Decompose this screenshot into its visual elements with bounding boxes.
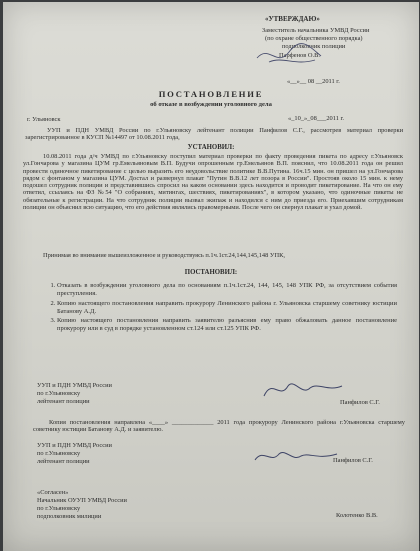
sign1-position: УУП и ПДН УМВД России [37,382,112,389]
sign2-name: Панфилов С.Г. [333,457,373,464]
document-subtitle: об отказе в возбуждении уголовного дела [150,101,272,108]
document-date: «_10_»_08___2011 г. [288,115,344,122]
resolution-item-1: 1. Отказать в возбуждении уголовного дела по основаниям п.1ч.1ст.24, 144, 145, 148 УПК РФ, за отсутствием события преступления. [57,282,397,299]
officer-signature-1 [258,374,346,404]
resolution-list [41,282,397,335]
sign3-agreed: «Согласен» [37,489,69,496]
approve-rank: подполковник полиции [282,43,346,50]
sign2-position: УУП и ПДН УМВД России [37,442,112,449]
approve-title: «УТВЕРЖДАЮ» [265,15,320,23]
document-page [3,2,419,551]
intro-paragraph: УУП и ПДН УМВД России по г.Ульяновску лейтенант полиции Панфилов С.Г., рассмотрев материал проверки зарегистрированное в КУСП №14497 от 10.08.2011 года, [25,127,403,142]
document-title: ПОСТАНОВЛЕНИЕ [158,89,264,99]
resolved-heading: ПОСТАНОВИЛ: [184,269,238,276]
approve-department: (по охране общественного порядка) [265,35,363,42]
sign3-city: по г.Ульяновску [37,505,81,512]
sign3-name: Колотенко В.В. [336,512,378,519]
sign1-name: Панфилов С.Г. [340,399,380,406]
approve-name: Парфенов О.В. [279,52,320,59]
copy-note: Копия постановления направлена «____» _____________ 2011 года прокурору Ленинского района г.Ульяновска старшему советнику юстиции Батанову А.Д. и заявителю. [33,419,405,434]
resolution-item-2: 2. Копию настоящего постановления направить прокурору Ленинского района г. Ульяновска старшему советнику юстиции Батанову А.Д. [57,300,397,317]
officer-signature-2 [251,442,341,468]
city: г. Ульяновск [27,116,61,123]
approver-signature [249,38,329,76]
sign1-rank: лейтенант полиции [37,398,90,405]
approve-position: Заместитель начальника УМВД России [262,27,370,34]
resolution-item-3: 3. Копию настоящего постановления направить заявителю разъяснив ему право обжаловать данное постановление прокурору или в суд в порядке установленном ст.124 или ст.125 УПК РФ. [57,317,397,334]
approve-date: «__»__ 08 __2011 г. [287,78,340,85]
sign3-rank: подполковник милиции [37,513,102,520]
sign2-rank: лейтенант полиции [37,458,90,465]
sign1-city: по г.Ульяновску [37,390,81,397]
established-heading: УСТАНОВИЛ: [187,144,235,151]
sign2-city: по г.Ульяновску [37,450,81,457]
considering-paragraph: Принимая во внимание вышеизложенное и руководствуясь п.1ч.1ст.24,144,145,148 УПК, [43,252,285,259]
sign3-position: Начальник ОУУП УМВД России [37,497,127,504]
body-paragraph: 10.08.2011 года д/ч УМВД по г.Ульяновску поступил материал проверки по факту проведения пикета по адресу г.Ульяновск ул.Гончарова у магазина ЦУМ гр.Емельяновым В.П. Будучи опрошенным гр.Емельянов В.П. пояснил, что 10.08.2011 года он решил провести одиночное пикетирование с целью выразить его неудовольствие политике В.В.Путина. 16ч.15 мин. он пришел на ул.Гончарова рядом с фонтаном у магазина ЦУМ. Достал и развернул плакат "Путин В.В.12 лет позора в России". Простояв около 15 мин. к нему подошел сотрудник полиции и представившись спросил на каком основании здесь находится и проводит пикетирование. На что он ему ответил, ссылаясь на ФЗ №54 "О собраниях, митингах, шествиях, пикетированиях", в котором указано, что одиночные пикеты не обязательные к регистрации. На что сотрудник полиции вызвал экипаж и находился с ним до приезда его. Приехавшим сотрудникам полиции он объяснил всю ситуацию, что его действия являлись правомерными. После чего он свернул плакат и ухал домой. [23,153,403,212]
